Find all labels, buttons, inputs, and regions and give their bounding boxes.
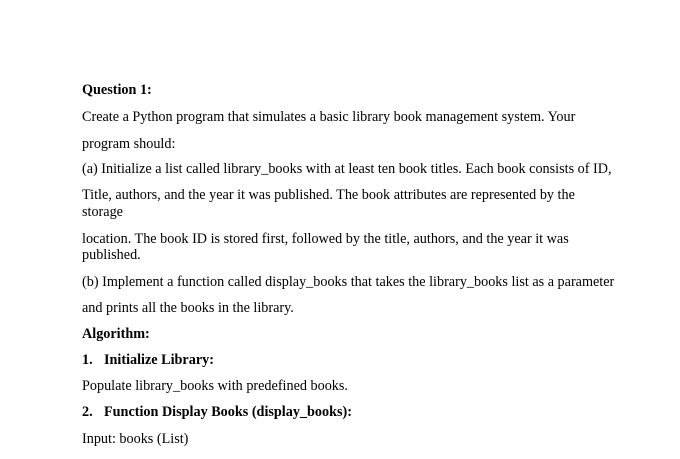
paragraph-line: (b) Implement a function called display_books that takes the library_books list as a parameter — [82, 274, 615, 290]
step-2-title: Function Display Books (display_books): — [104, 404, 352, 420]
paragraph-line: storage — [82, 204, 123, 220]
question-heading: Question 1: — [82, 82, 152, 98]
algorithm-heading: Algorithm: — [82, 326, 150, 342]
paragraph-line: Create a Python program that simulates a basic library book management system. Your — [82, 109, 576, 125]
step-1-title: Initialize Library: — [104, 352, 214, 368]
step-2-text: Input: books (List) — [82, 431, 189, 447]
paragraph-line: Title, authors, and the year it was published. The book attributes are represented by the — [82, 187, 575, 203]
step-1-number: 1. — [82, 352, 93, 368]
paragraph-line: and prints all the books in the library. — [82, 300, 294, 316]
paragraph-line: program should: — [82, 136, 176, 152]
step-1-text: Populate library_books with predefined books. — [82, 378, 348, 394]
step-1-heading — [82, 352, 214, 369]
paragraph-line: location. The book ID is stored first, followed by the title, authors, and the year it was — [82, 231, 569, 247]
paragraph-line: (a) Initialize a list called library_books with at least ten book titles. Each book consists of ID, — [82, 161, 612, 177]
paragraph-line: published. — [82, 247, 141, 263]
step-2-number: 2. — [82, 404, 93, 420]
step-2-heading — [82, 404, 352, 421]
